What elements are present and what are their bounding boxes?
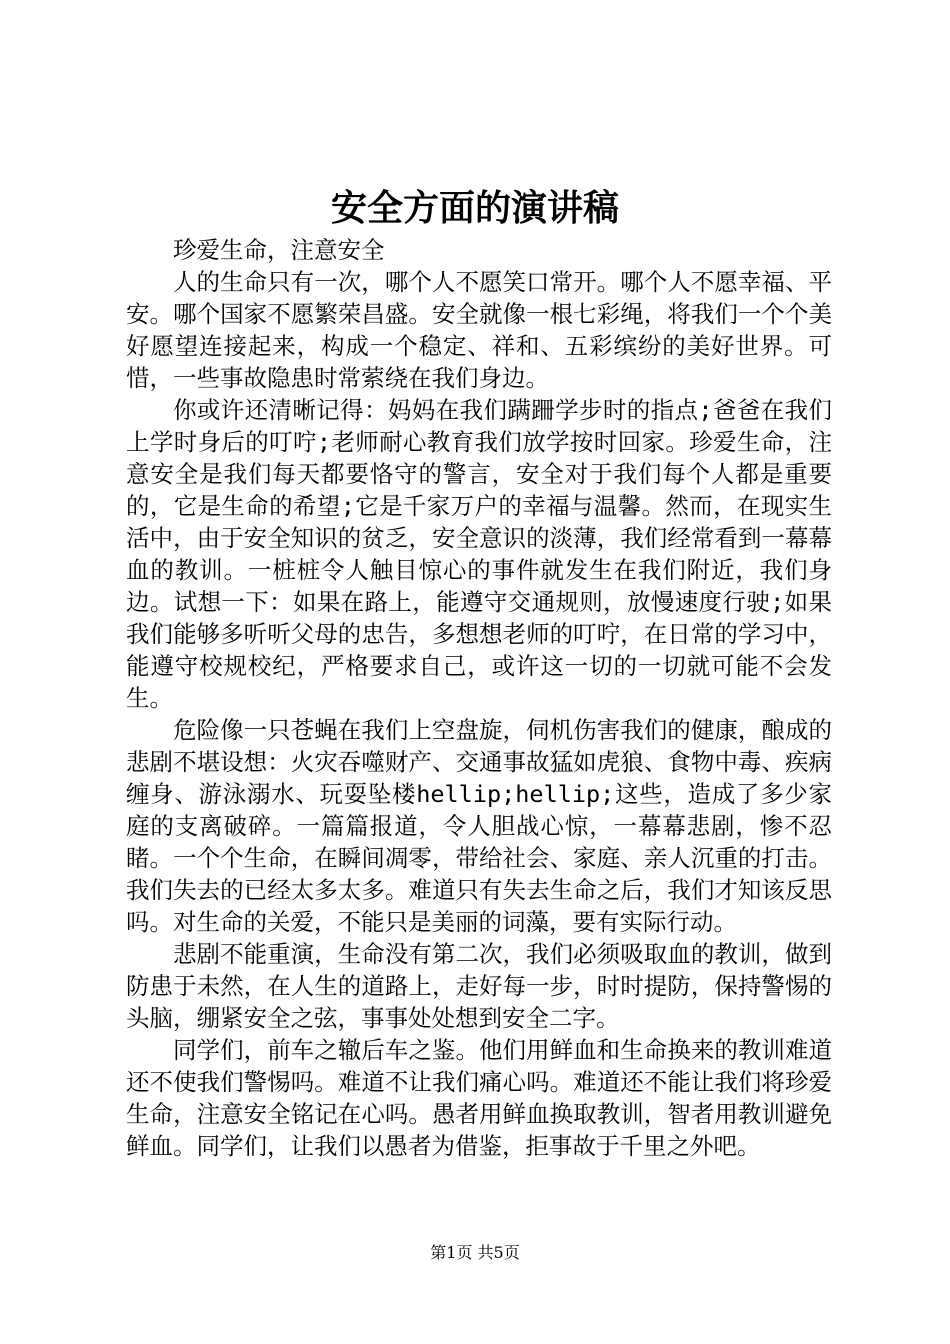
- body-paragraph-3: 危险像一只苍蝇在我们上空盘旋，伺机伤害我们的健康，酿成的悲剧不堪设想：火灾吞噬财产、交通事故猛如虎狼、食物中毒、疾病缠身、游泳溺水、玩耍坠楼hellip;hellip;这些，造成了多少家庭的支离破碎。一篇篇报道，令人胆战心惊，一幕幕悲剧，惨不忍睹。一个个生命，在瞬间凋零，带给社会、家庭、亲人沉重的打击。我们失去的已经太多太多。难道只有失去生命之后，我们才知该反思吗。对生命的关爱，不能只是美丽的词藻，要有实际行动。: [126, 716, 832, 936]
- document-title: 安全方面的演讲稿: [330, 187, 619, 229]
- page-number-footer: 第1页 共5页: [430, 1243, 520, 1262]
- body-paragraph-5: 同学们，前车之辙后车之鉴。他们用鲜血和生命换来的教训难道还不使我们警惕吗。难道不让我们痛心吗。难道还不能让我们将珍爱生命，注意安全铭记在心吗。愚者用鲜血换取教训，智者用教训避免鲜血。同学们，让我们以愚者为借鉴，拒事故于千里之外吧。: [126, 1036, 832, 1160]
- body-paragraph-2: 你或许还清晰记得：妈妈在我们蹒跚学步时的指点;爸爸在我们上学时身后的叮咛;老师耐心教育我们放学按时回家。珍爱生命，注意安全是我们每天都要恪守的警言，安全对于我们每个人都是重要的，它是生命的希望;它是千家万户的幸福与温馨。然而，在现实生活中，由于安全知识的贫乏，安全意识的淡薄，我们经常看到一幕幕血的教训。一桩桩令人触目惊心的事件就发生在我们附近，我们身边。试想一下：如果在路上，能遵守交通规则，放慢速度行驶;如果我们能够多听听父母的忠告，多想想老师的叮咛，在日常的学习中，能遵守校规校纪，严格要求自己，或许这一切的一切就可能不会发生。: [126, 396, 832, 712]
- body-paragraph-1: 人的生命只有一次，哪个人不愿笑口常开。哪个人不愿幸福、平安。哪个国家不愿繁荣昌盛。安全就像一根七彩绳，将我们一个个美好愿望连接起来，构成一个稳定、祥和、五彩缤纷的美好世界。可惜，一些事故隐患时常萦绕在我们身边。: [126, 268, 832, 392]
- body-paragraph-4: 悲剧不能重演，生命没有第二次，我们必须吸取血的教训，做到防患于未然，在人生的道路上，走好每一步，时时提防，保持警惕的头脑，绷紧安全之弦，事事处处想到安全二字。: [126, 940, 832, 1032]
- subtitle-paragraph: 珍爱生命，注意安全: [173, 236, 385, 264]
- document-body: [126, 234, 832, 1162]
